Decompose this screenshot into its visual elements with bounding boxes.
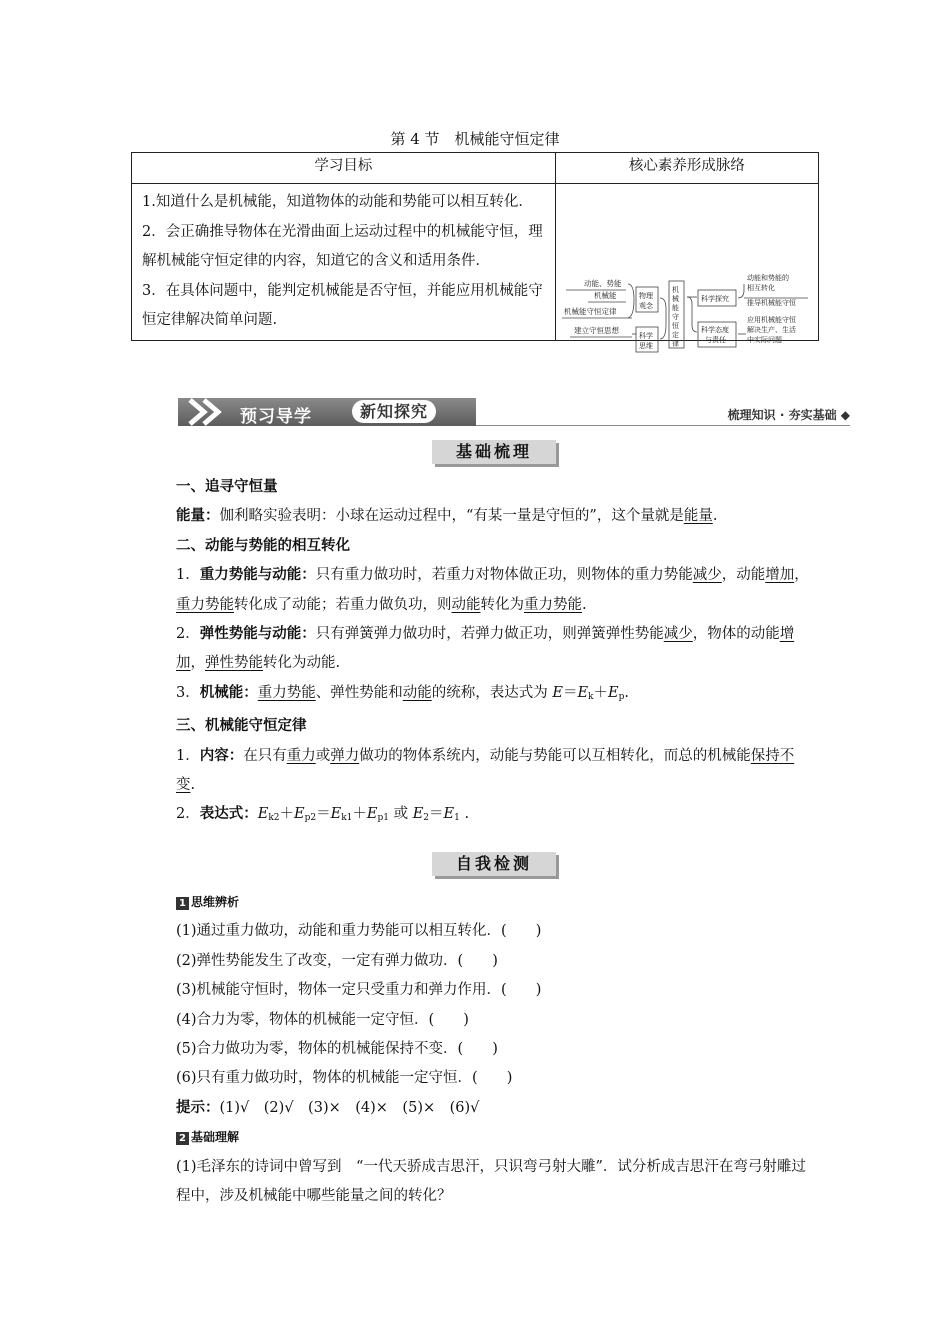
goals-list bbox=[132, 184, 556, 341]
banner-line bbox=[476, 425, 850, 426]
svg-text:恒: 恒 bbox=[671, 322, 679, 330]
paragraph-content: 1．内容：在只有重力或弹力做功的物体系统内，动能与势能可以互相转化，而总的机械能保持不变. bbox=[176, 747, 795, 794]
goal-item: 1.知道什么是机械能，知道物体的动能和势能可以相互转化． bbox=[142, 194, 533, 210]
svg-text:思维: 思维 bbox=[638, 342, 653, 350]
section-label-basic: 基础梳理 bbox=[432, 440, 556, 464]
paragraph-gravity: 1．重力势能与动能：只有重力做功时，若重力对物体做正功，则物体的重力势能减少，动能增加，重力势能转化成了动能；若重力做负功，则动能转化为重力势能. bbox=[176, 567, 809, 613]
goal-item: 3．在具体问题中，能判定机械能是否守恒，并能应用机械能守恒定律解决简单问题. bbox=[142, 282, 543, 328]
literacy-diagram bbox=[555, 184, 818, 350]
judgment-item: (3)机械能守恒时，物体一定只受重力和弹力作用．( ) bbox=[176, 982, 542, 999]
diagram-right-2: 推导机械能守恒 bbox=[746, 299, 796, 307]
number-badge-2: 2 bbox=[176, 1132, 189, 1145]
goals-table bbox=[131, 152, 819, 350]
goal-item: 2．会正确推导物体在光滑曲面上运动过程中的机械能守恒，理解机械能守恒定律的内容，知道它的含义和适用条件． bbox=[142, 223, 543, 269]
paragraph-energy: 能量：伽利略实验表明：小球在运动过程中，“有某一量是守恒的”，这个量就是能量. bbox=[176, 508, 718, 525]
content-body bbox=[146, 473, 810, 834]
heading-1: 一、追寻守恒量 bbox=[176, 479, 278, 495]
banner-bar bbox=[178, 398, 476, 426]
banner-pill: 新知探究 bbox=[352, 400, 436, 423]
diagram-left-2: 机械能 bbox=[593, 291, 617, 300]
diagram-right-box-1: 科学探究 bbox=[700, 295, 729, 303]
page-title: 第 4 节 机械能守恒定律 bbox=[390, 130, 560, 148]
svg-text:械: 械 bbox=[671, 295, 679, 303]
goals-header: 学习目标 bbox=[132, 153, 556, 184]
diagram-left-1: 动能、势能 bbox=[583, 279, 622, 288]
diagram-svg bbox=[556, 184, 819, 392]
judgment-item: (6)只有重力做功时，物体的机械能一定守恒．( ) bbox=[176, 1070, 513, 1087]
diagram-right-1b: 相互转化 bbox=[746, 284, 775, 292]
literacy-header: 核心素养形成脉络 bbox=[555, 153, 818, 184]
double-chevron-icon bbox=[184, 398, 234, 426]
paragraph-mechanical: 3．机械能：重力势能、弹性势能和动能的统称，表达式为 $E=E_k+E_p$. bbox=[176, 684, 629, 702]
diagram-mid-1: 物理 bbox=[638, 292, 653, 300]
number-badge-1: 1 bbox=[176, 897, 189, 910]
heading-2: 二、动能与势能的相互转化 bbox=[176, 537, 350, 554]
subheading-understanding: 2 基础理解 bbox=[146, 1123, 810, 1152]
diagram-left-4: 建立守恒思想 bbox=[573, 326, 619, 335]
subheading-judgment: 1 思维辨析 bbox=[146, 888, 810, 917]
diagram-right-3c: 中实际问题 bbox=[746, 336, 782, 344]
question-1: (1)毛泽东的诗词中曾写到 “一代天骄成吉思汗，只识弯弓射大雕”．试分析成吉思汗在弯弓射雕过程中，涉及机械能中哪些能量之间的转化？ bbox=[176, 1158, 806, 1205]
heading-3: 三、机械能守恒定律 bbox=[176, 718, 307, 735]
section-label-check: 自我检测 bbox=[432, 852, 556, 876]
svg-text:观念: 观念 bbox=[638, 302, 653, 310]
judgment-item: (1)通过重力做功，动能和重力势能可以相互转化．( ) bbox=[176, 923, 542, 940]
diagram-right-3b: 解决生产、生活 bbox=[746, 326, 796, 334]
banner-title: 预习导学 bbox=[240, 407, 312, 427]
svg-text:定: 定 bbox=[671, 331, 679, 339]
banner-right: 梳理知识 · 夯实基础 ◆ bbox=[727, 408, 850, 422]
self-check-body bbox=[146, 888, 810, 1211]
svg-text:能: 能 bbox=[671, 304, 679, 312]
diagram-right-3a: 应用机械能守恒 bbox=[746, 316, 796, 324]
judgment-item: (5)合力做功为零，物体的机械能保持不变．( ) bbox=[176, 1041, 498, 1058]
diagram-left-3: 机械能守恒定律 bbox=[563, 307, 617, 316]
diagram-center: 机 bbox=[671, 286, 679, 294]
diagram-mid-2: 科学 bbox=[638, 332, 653, 340]
diagram-right-1a: 动能和势能的 bbox=[746, 274, 789, 282]
diagram-right-box-2a: 科学态度 bbox=[700, 326, 729, 334]
judgment-item: (2)弹性势能发生了改变，一定有弹力做功．( ) bbox=[176, 952, 498, 969]
hint-answers: 提示：(1)√ (2)√ (3)× (4)× (5)× (6)√ bbox=[176, 1099, 480, 1116]
paragraph-expression: 2．表达式：$E_{k2}+E_{p2}=E_{k1}+E_{p1}$ 或 $E_2=E_1$ . bbox=[176, 806, 470, 824]
judgment-item: (4)合力为零，物体的机械能一定守恒．( ) bbox=[176, 1011, 469, 1028]
diagram-right-box-2b: 与责任 bbox=[704, 336, 726, 344]
section-banner bbox=[178, 396, 850, 430]
paragraph-elastic: 2．弹性势能与动能：只有弹簧弹力做功时，若弹力做正功，则弹簧弹性势能减少，物体的动能增加，弹性势能转化为动能. bbox=[176, 626, 795, 672]
svg-text:律: 律 bbox=[671, 340, 679, 348]
svg-text:守: 守 bbox=[671, 313, 679, 321]
